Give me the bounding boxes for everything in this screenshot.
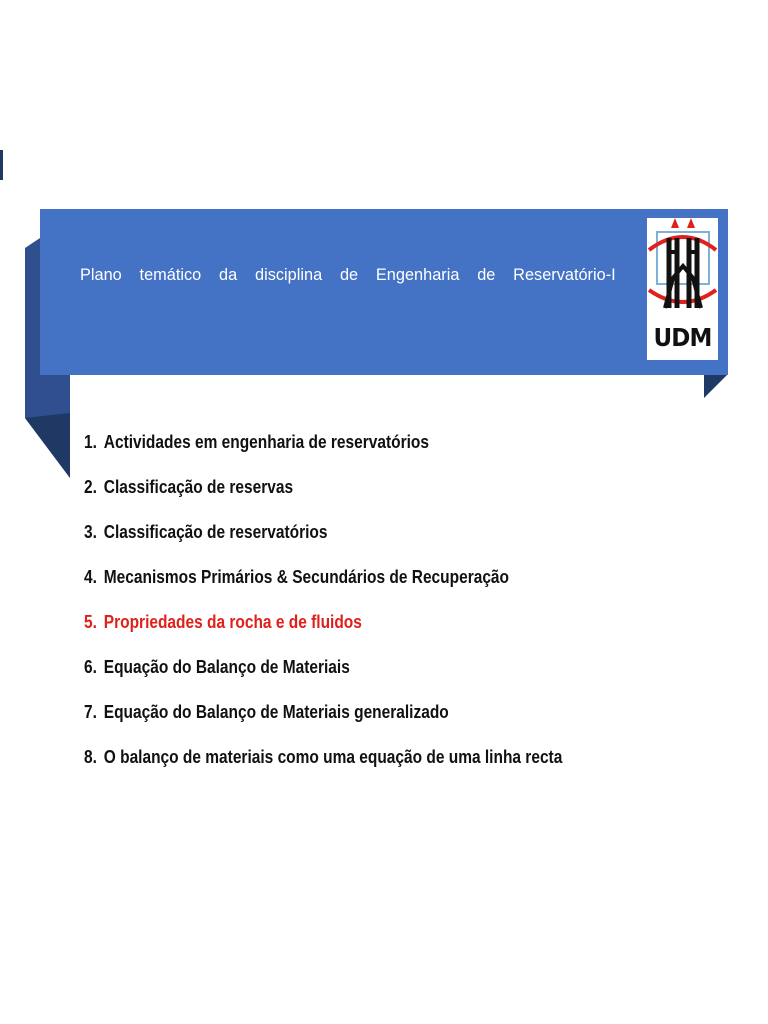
list-item: 8. O balanço de materiais como uma equação de uma linha recta (84, 747, 563, 767)
topic-list (84, 428, 640, 788)
edge-mark (0, 150, 3, 180)
title-banner (40, 209, 728, 375)
list-item: 1. Actividades em engenharia de reservatórios (84, 432, 430, 452)
page-title: Plano temático da disciplina de Engenharia de Reservatório-I (80, 265, 616, 284)
list-item: 7. Equação do Balanço de Materiais generalizado (84, 702, 449, 722)
logo-text: UDM (653, 323, 712, 352)
list-item-highlighted: 5. Propriedades da rocha e de fluidos (84, 612, 362, 632)
list-item: 2. Classificação de reservas (84, 477, 294, 497)
list-item: 3. Classificação de reservatórios (84, 522, 328, 542)
udm-logo (647, 218, 718, 360)
list-item: 6. Equação do Balanço de Materiais (84, 657, 350, 677)
list-item: 4. Mecanismos Primários & Secundários de Recuperação (84, 567, 510, 587)
ribbon-fold-right (704, 374, 728, 398)
